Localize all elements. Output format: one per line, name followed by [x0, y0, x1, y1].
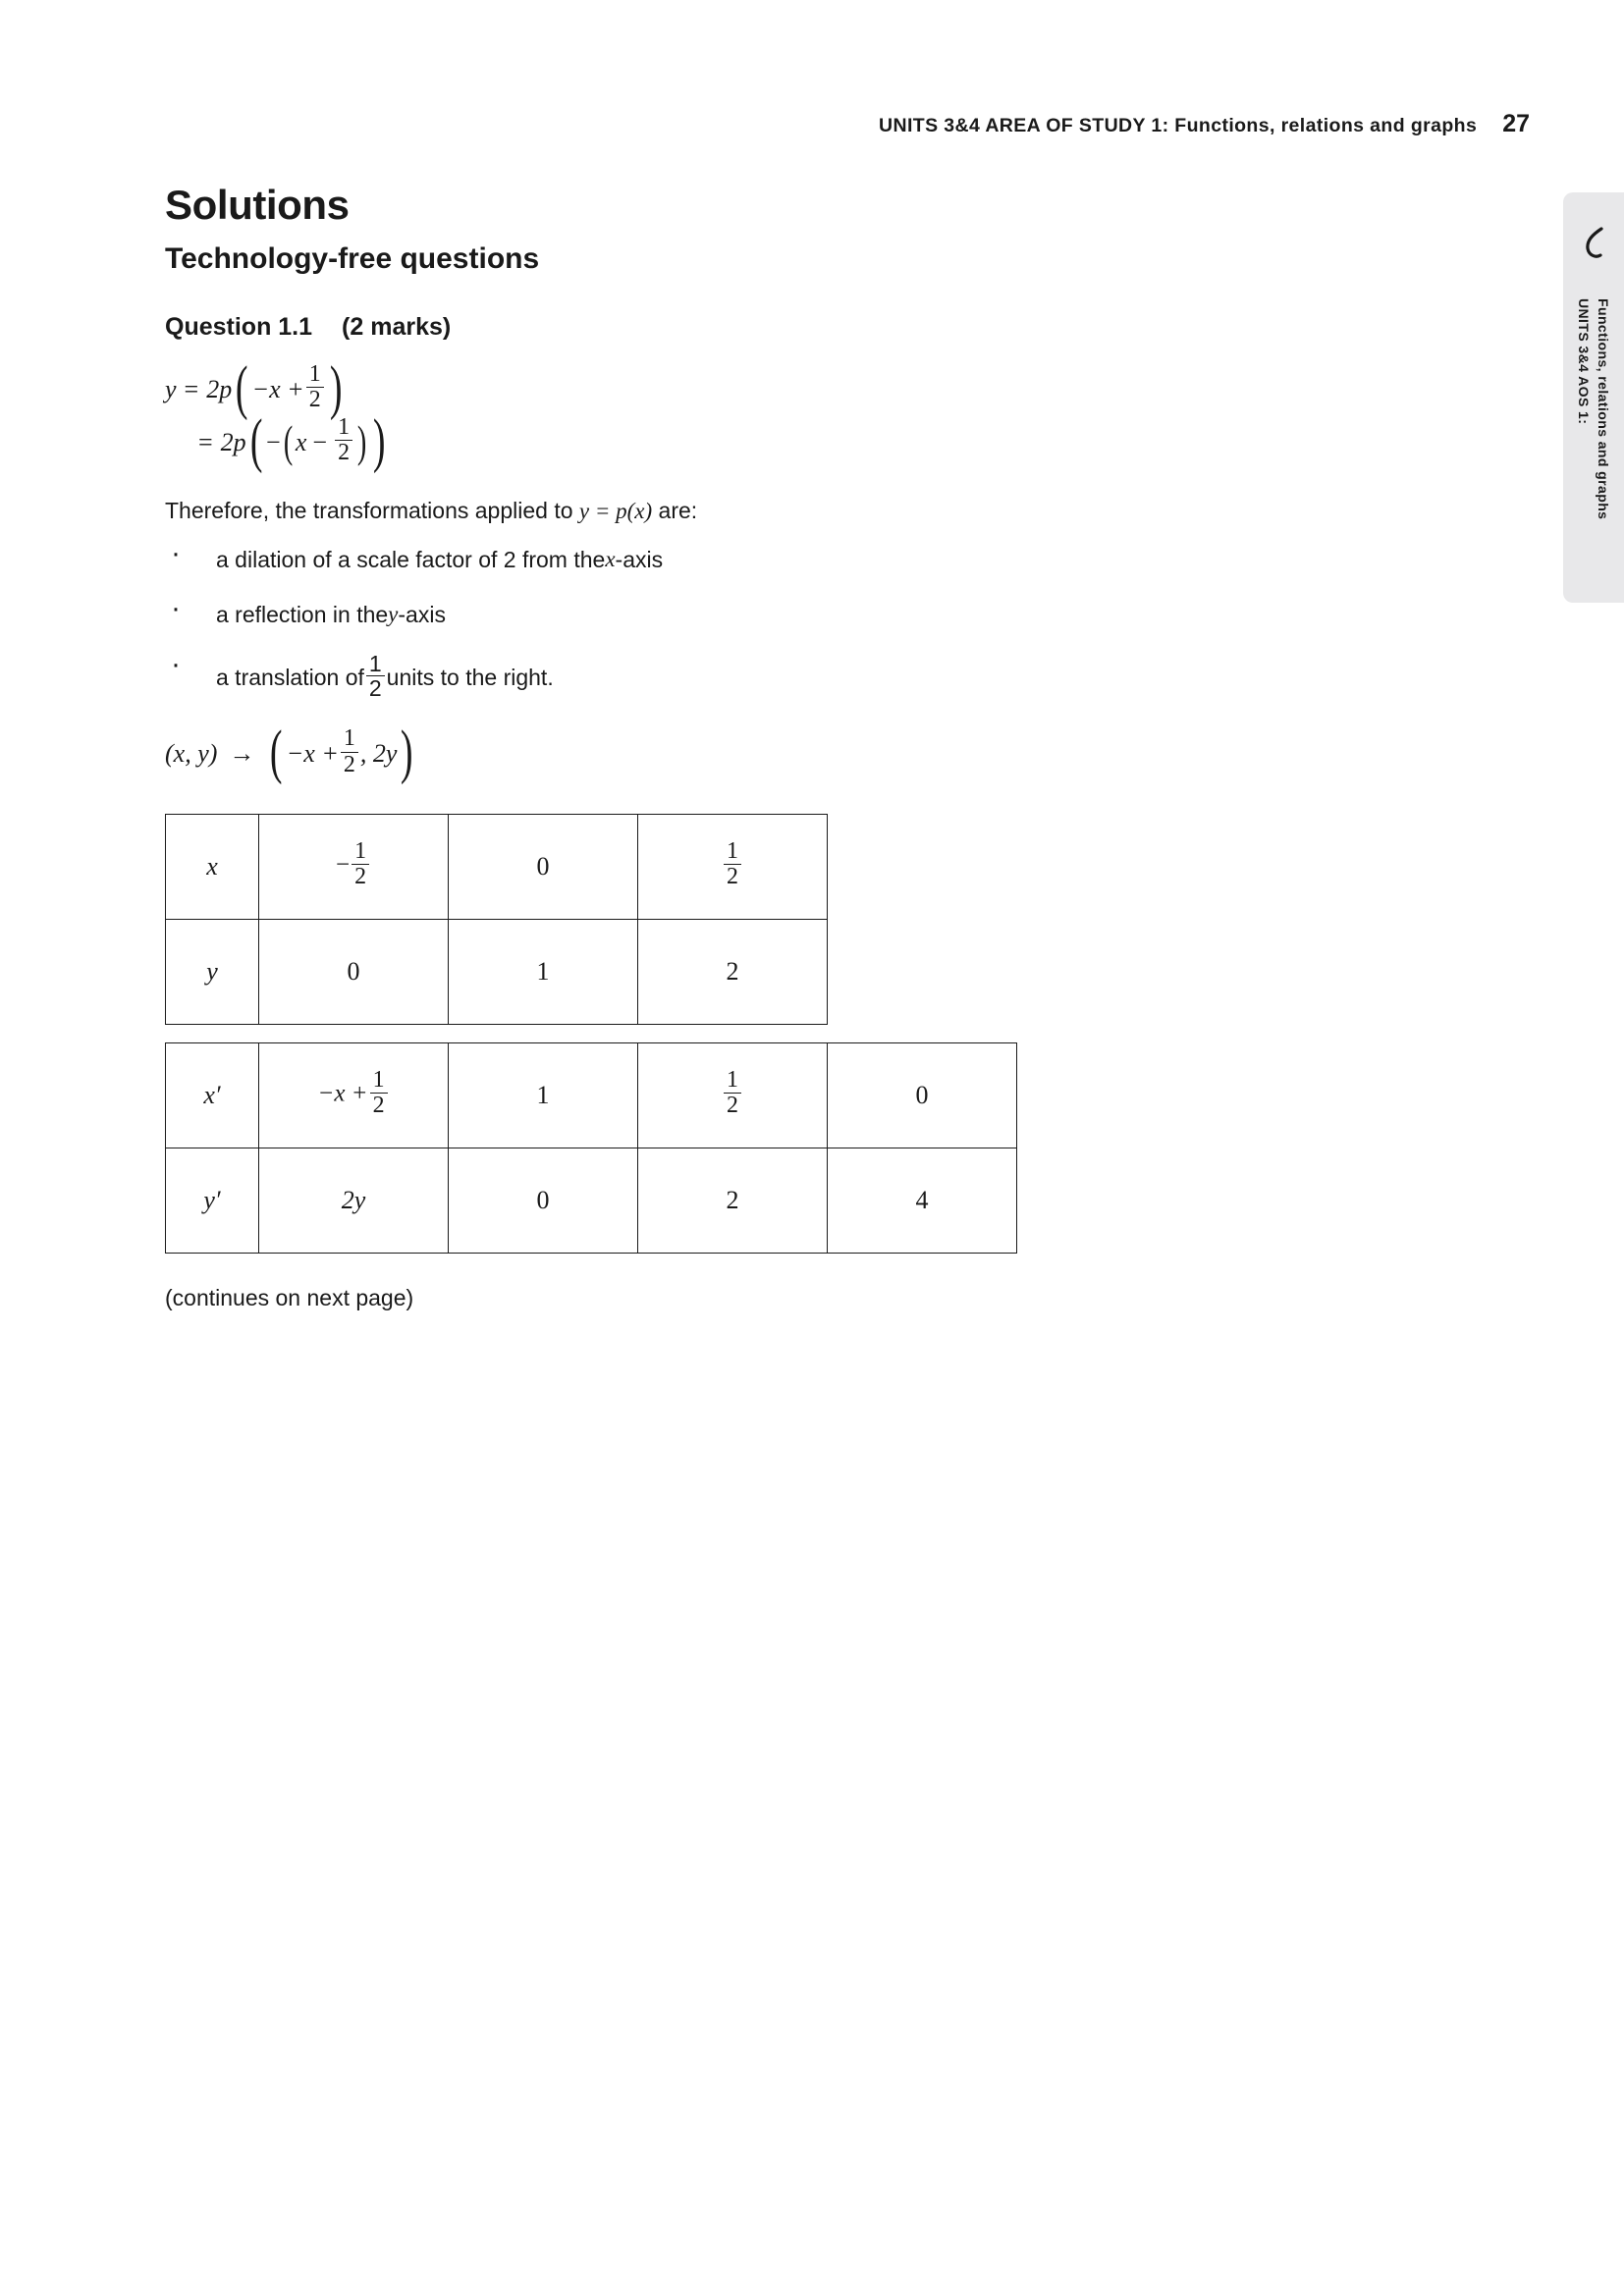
table1-r1-c1-den: 2 — [352, 864, 369, 889]
bullet-3-before: · a translation of — [216, 665, 364, 691]
equation-line-1 — [165, 354, 1284, 421]
list-item — [165, 543, 1284, 577]
table2-r1-c2: 1 — [449, 1042, 638, 1148]
eq2-minus: − — [312, 427, 328, 456]
side-tab-label — [1563, 298, 1624, 593]
paren-close-inner: ) — [356, 415, 367, 466]
table2-r2-c1 — [259, 1148, 449, 1253]
running-head: UNITS 3&4 AREA OF STUDY 1: Functions, relations and graphs — [879, 115, 1478, 136]
eq2-negative: − — [266, 427, 281, 456]
mapping-arrow: → — [229, 739, 255, 768]
list-item — [165, 651, 1284, 702]
table2-r1-c3-num: 1 — [727, 1067, 738, 1094]
mapping-from: (x, y) — [165, 739, 218, 768]
table1-r1-c3-frac — [724, 839, 741, 889]
mapping-to-first: −x + — [286, 739, 339, 768]
bullet-1-before: · a dilation of a scale factor of 2 from the — [216, 546, 606, 572]
table2-r1-c4: 0 — [828, 1042, 1017, 1148]
eq1-fraction — [306, 362, 324, 412]
eq1-equals: = — [184, 374, 199, 403]
continues-note: (continues on next page) — [165, 1284, 414, 1310]
equation-block — [165, 354, 1284, 474]
bullet-3-frac-num: 1 — [368, 651, 382, 677]
eq1-coefficient: 2p — [206, 374, 233, 403]
equation-line-2 — [165, 407, 1284, 474]
table1-r1-c3-den: 2 — [724, 864, 741, 889]
table2-row2-label — [166, 1148, 259, 1253]
table2-r2-c4: 4 — [828, 1148, 1017, 1253]
table-row — [166, 1042, 1017, 1148]
therefore-after: are: — [652, 497, 698, 523]
paren-close-outer: ) — [373, 407, 386, 474]
table1-r1-c1 — [259, 814, 449, 919]
eq1-frac-num: 1 — [308, 361, 321, 388]
mapping-equation — [165, 719, 1284, 785]
therefore-before: Therefore, the transformations applied to — [165, 497, 579, 523]
page-title: Solutions — [165, 182, 350, 228]
side-tab-line2: Functions, relations and graphs — [1596, 298, 1611, 520]
eq2-equals: = — [198, 427, 213, 456]
eq2-coefficient: 2p — [220, 427, 246, 456]
table1-r1-c3-num: 1 — [727, 838, 738, 865]
paren-close-mapping: ) — [401, 719, 413, 785]
table1-row1-label-text: x — [206, 851, 218, 881]
section-subtitle: Technology-free questions — [165, 242, 540, 275]
therefore-math: y = p(x) — [578, 498, 653, 523]
table1-r2-c1: 0 — [259, 919, 449, 1024]
bullet-3-frac-den: 2 — [366, 675, 385, 700]
eq2-frac-den: 2 — [335, 440, 352, 465]
table2-r1-c1 — [259, 1042, 449, 1148]
content-area — [165, 182, 1284, 1334]
eq2-frac-num: 1 — [338, 414, 351, 441]
table2-r1-c3-frac — [724, 1068, 741, 1118]
mapping-frac-den: 2 — [341, 752, 358, 777]
table1-row2-label-text: y — [206, 956, 218, 986]
eq1-inner: −x + — [251, 374, 304, 403]
table1-r1-c3 — [638, 814, 828, 919]
eq1-lhs: y — [165, 374, 177, 403]
paren-open: ( — [236, 354, 248, 421]
transformations-list — [165, 543, 1284, 702]
table1-row1-label — [166, 814, 259, 919]
table2-row1-label-text: x′ — [203, 1080, 221, 1109]
bullet-2-math: y — [388, 602, 399, 627]
bullet-2-after: -axis — [398, 602, 446, 628]
table1-r2-c2: 1 — [449, 919, 638, 1024]
list-item — [165, 598, 1284, 632]
side-tab-line1: UNITS 3&4 AOS 1: — [1576, 298, 1592, 425]
eq1-frac-den: 2 — [306, 387, 324, 412]
table-row — [166, 1148, 1017, 1253]
values-table-original — [165, 814, 828, 1025]
table2-r1-c3-den: 2 — [724, 1093, 741, 1118]
table2-r1-c1-frac — [370, 1068, 388, 1118]
eq2-fraction — [335, 415, 352, 465]
table2-r1-c1-prefix: −x + — [317, 1080, 368, 1107]
table-row — [166, 919, 828, 1024]
paren-close: ) — [329, 354, 343, 421]
bullet-1-after: -axis — [615, 546, 664, 572]
table2-r2-c2: 0 — [449, 1148, 638, 1253]
values-table-image — [165, 1042, 1017, 1254]
therefore-sentence — [165, 495, 1284, 527]
page-header — [879, 110, 1530, 138]
mapping-fraction — [341, 726, 358, 776]
paren-open-outer: ( — [249, 407, 263, 474]
table1-r1-c1-frac — [352, 839, 369, 889]
paren-open-inner: ( — [283, 415, 293, 466]
table2-row2-label-text: y′ — [203, 1185, 221, 1214]
table2-r2-c3: 2 — [638, 1148, 828, 1253]
table1-r1-c1-num: 1 — [354, 838, 367, 865]
question-marks: (2 marks) — [342, 313, 452, 341]
table1-row2-label — [166, 919, 259, 1024]
table-row — [166, 814, 828, 919]
bullet-3-after: units to the right. — [386, 665, 554, 691]
question-heading — [165, 313, 1284, 342]
eq2-var: x — [295, 427, 307, 456]
bullet-3-fraction — [366, 652, 385, 700]
paren-open-mapping: ( — [270, 719, 283, 785]
table1-r1-c1-sign: − — [335, 851, 351, 879]
mapping-to-second: , 2y — [359, 739, 398, 768]
table2-r1-c1-num: 1 — [372, 1067, 385, 1094]
table2-r1-c3 — [638, 1042, 828, 1148]
mapping-frac-num: 1 — [343, 725, 355, 752]
table2-r2-c1-text: 2y — [341, 1185, 366, 1214]
bookmark-hook-icon — [1563, 214, 1624, 275]
table2-row1-label — [166, 1042, 259, 1148]
table1-r2-c3: 2 — [638, 919, 828, 1024]
table1-r1-c2: 0 — [449, 814, 638, 919]
bullet-1-math: x — [605, 546, 616, 571]
bullet-2-before: · a reflection in the — [216, 602, 389, 628]
question-label: Question 1.1 — [165, 313, 313, 341]
table2-r1-c1-den: 2 — [370, 1093, 388, 1118]
page-number: 27 — [1502, 110, 1530, 137]
side-tab — [1563, 192, 1624, 603]
